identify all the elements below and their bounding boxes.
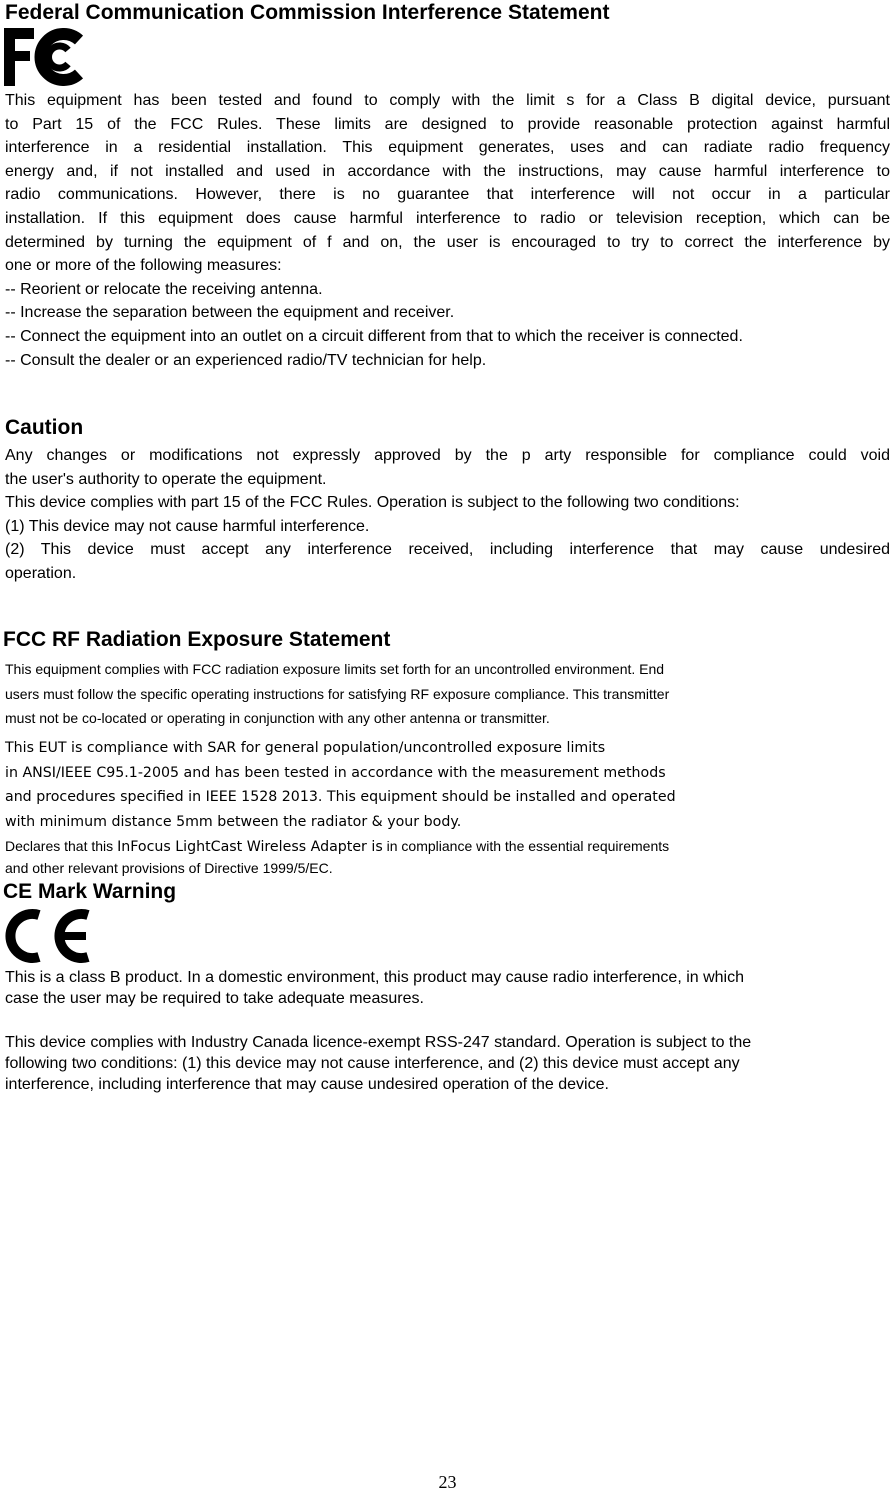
- declaration-prefix: Declares that this: [5, 838, 118, 854]
- product-name: InFocus LightCast Wireless Adapter: [117, 839, 367, 855]
- rf-statement: [5, 657, 669, 731]
- text-line: Any changes or modifications not expressly approved by the p arty responsible for compliance could void: [5, 447, 890, 464]
- text-line: to Part 15 of the FCC Rules. These limits are designed to provide reasonable protection against harmful: [5, 115, 890, 133]
- fcc-logo-icon: [4, 28, 94, 86]
- text-line: This device complies with Industry Canada licence-exempt RSS-247 standard. Operation is subject to the: [5, 1034, 752, 1051]
- text-line: This EUT is compliance with SAR for general population/uncontrolled exposure limits: [5, 740, 606, 756]
- sar-statement: [5, 736, 676, 834]
- caution-heading: Caution: [5, 416, 84, 439]
- text-line: (2) This device must accept any interference received, including interference that may cause undesired: [5, 541, 890, 559]
- text-line: This equipment has been tested and found to comply with the limit s for a Class B digital device, pursuant: [5, 92, 890, 109]
- text-line: radio communications. However, there is no guarantee that interference will not occur in a particular: [5, 186, 890, 204]
- text-line: with minimum distance 5mm between the radiator & your body.: [5, 813, 462, 830]
- fcc-heading: Federal Communication Commission Interference Statement: [5, 1, 610, 24]
- ce-mark-icon: [2, 907, 94, 965]
- text-line: operation.: [5, 564, 77, 582]
- text-line: following two conditions: (1) this device may not cause interference, and (2) this device must accept any: [5, 1055, 740, 1072]
- measure-item: -- Reorient or relocate the receiving antenna.: [5, 280, 323, 298]
- ce-heading: CE Mark Warning: [3, 880, 177, 903]
- text-line: one or more of the following measures:: [5, 257, 282, 275]
- text-line: This device complies with part 15 of the FCC Rules. Operation is subject to the following two conditions:: [5, 494, 740, 512]
- declaration-line-2: and other relevant provisions of Directive 1999/5/EC.: [5, 860, 333, 876]
- rf-heading: FCC RF Radiation Exposure Statement: [3, 628, 391, 651]
- page-number: 23: [438, 1472, 457, 1492]
- text-line: determined by turning the equipment of f and on, the user is encouraged to try to correct the interference by: [5, 233, 890, 251]
- caution-text: [5, 444, 890, 586]
- text-line: interference, including interference that may cause undesired operation of the device.: [5, 1076, 609, 1093]
- text-line: installation. If this equipment does cause harmful interference to radio or television reception, which can be: [5, 209, 890, 227]
- text-line: (1) This device may not cause harmful interference.: [5, 517, 370, 535]
- declaration-suffix: in compliance with the essential requirements: [382, 838, 670, 854]
- text-line: This is a class B product. In a domestic environment, this product may cause radio interference, in which: [5, 969, 745, 986]
- text-line: interference in a residential installation. This equipment generates, uses and can radiate radio frequency: [5, 139, 890, 157]
- declaration-is: is: [366, 839, 383, 855]
- text-line: This equipment complies with FCC radiation exposure limits set forth for an uncontrolled environment. End: [5, 661, 665, 677]
- measure-item: -- Connect the equipment into an outlet on a circuit different from that to which the receiver is connected.: [5, 327, 743, 345]
- declaration-line: [5, 836, 669, 858]
- text-line: the user's authority to operate the equipment.: [5, 470, 327, 488]
- text-line: in ANSI/IEEE C95.1-2005 and has been tested in accordance with the measurement methods: [5, 764, 666, 781]
- text-line: case the user may be required to take adequate measures.: [5, 990, 424, 1007]
- measure-item: -- Increase the separation between the equipment and receiver.: [5, 304, 455, 322]
- measure-item: -- Consult the dealer or an experienced radio/TV technician for help.: [5, 351, 487, 369]
- declaration: [5, 836, 669, 879]
- text-line: energy and, if not installed and used in accordance with the instructions, may cause harmful interference to: [5, 162, 890, 180]
- text-line: must not be co-located or operating in conjunction with any other antenna or transmitter.: [5, 710, 550, 726]
- ic-statement: [5, 1032, 890, 1095]
- text-line: and procedures specified in IEEE 1528 2013. This equipment should be installed and operated: [5, 789, 676, 805]
- ce-text: [5, 967, 890, 1009]
- fcc-statement: [5, 89, 890, 372]
- text-line: users must follow the specific operating instructions for satisfying RF exposure compliance. This transmitter: [5, 685, 670, 702]
